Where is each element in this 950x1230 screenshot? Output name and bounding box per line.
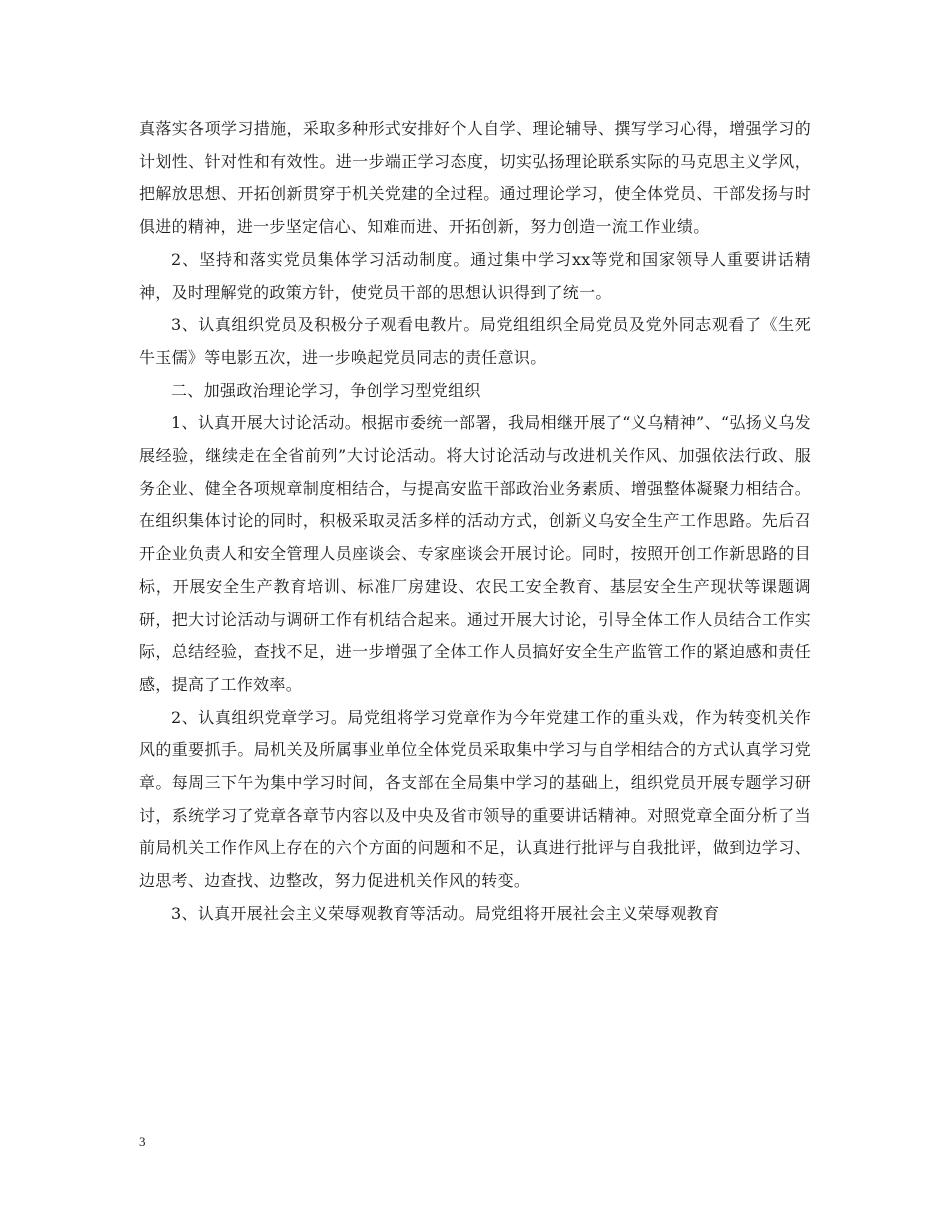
section-heading-political-theory: 二、加强政治理论学习，争创学习型党组织 xyxy=(171,380,481,400)
paragraph-educational-films: 3、认真组织党员及积极分子观看电教片。局党组组织全局党员及党外同志观看了《生死牛玉儒》等电影五次，进一步唤起党员同志的责任意识。 xyxy=(139,315,811,367)
page-number: 3 xyxy=(139,1134,146,1149)
paragraph-honor-education: 3、认真开展社会主义荣辱观教育等活动。局党组将开展社会主义荣辱观教育 xyxy=(171,903,720,923)
paragraph-study-measures: 真落实各项学习措施，采取多种形式安排好个人自学、理论辅导、撰写学习心得，增强学习的计划性、针对性和有效性。进一步端正学习态度，切实弘扬理论联系实际的马克思主义学风，把解放思想、开拓创新贯穿于机关党建的全过程。通过理论学习，使全体党员、干部发扬与时俱进的精神，进一步坚定信心、知难而进、开拓创新，努力创造一流工作业绩。 xyxy=(139,119,811,237)
paragraph-discussion-activity: 1、认真开展大讨论活动。根据市委统一部署，我局相继开展了“义乌精神”、“弘扬义乌发展经验，继续走在全省前列”大讨论活动。将大讨论活动与改进机关作风、加强依法行政、服务企业、健全各项规章制度相结合，与提高安监干部政治业务素质、增强整体凝聚力相结合。在组织集体讨论的同时，积极采取灵活多样的活动方式，创新义乌安全生产工作思路。先后召开企业负责人和安全管理人员座谈会、专家座谈会开展讨论。同时，按照开创工作新思路的目标，开展安全生产教育培训、标准厂房建设、农民工安全教育、基层安全生产现状等课题调研，把大讨论活动与调研工作有机结合起来。通过开展大讨论，引导全体工作人员结合工作实际，总结经验，查找不足，进一步增强了全体工作人员搞好安全生产监管工作的紧迫感和责任感，提高了工作效率。 xyxy=(139,413,811,694)
paragraph-party-constitution-study: 2、认真组织党章学习。局党组将学习党章作为今年党建工作的重头戏，作为转变机关作风的重要抓手。局机关及所属事业单位全体党员采取集中学习与自学相结合的方式认真学习党章。每周三下午为集中学习时间，各支部在全局集中学习的基础上，组织党员开展专题学习研讨，系统学习了党章各章节内容以及中央及省市领导的重要讲话精神。对照党章全面分析了当前局机关工作作风上存在的六个方面的问题和不足，认真进行批评与自我批评，做到边学习、边思考、边查找、边整改，努力促进机关作风的转变。 xyxy=(139,707,811,891)
document-body xyxy=(139,113,811,931)
paragraph-collective-study: 2、坚持和落实党员集体学习活动制度。通过集中学习xx等党和国家领导人重要讲话精神，及时理解党的政策方针，使党员干部的思想认识得到了统一。 xyxy=(139,249,811,302)
